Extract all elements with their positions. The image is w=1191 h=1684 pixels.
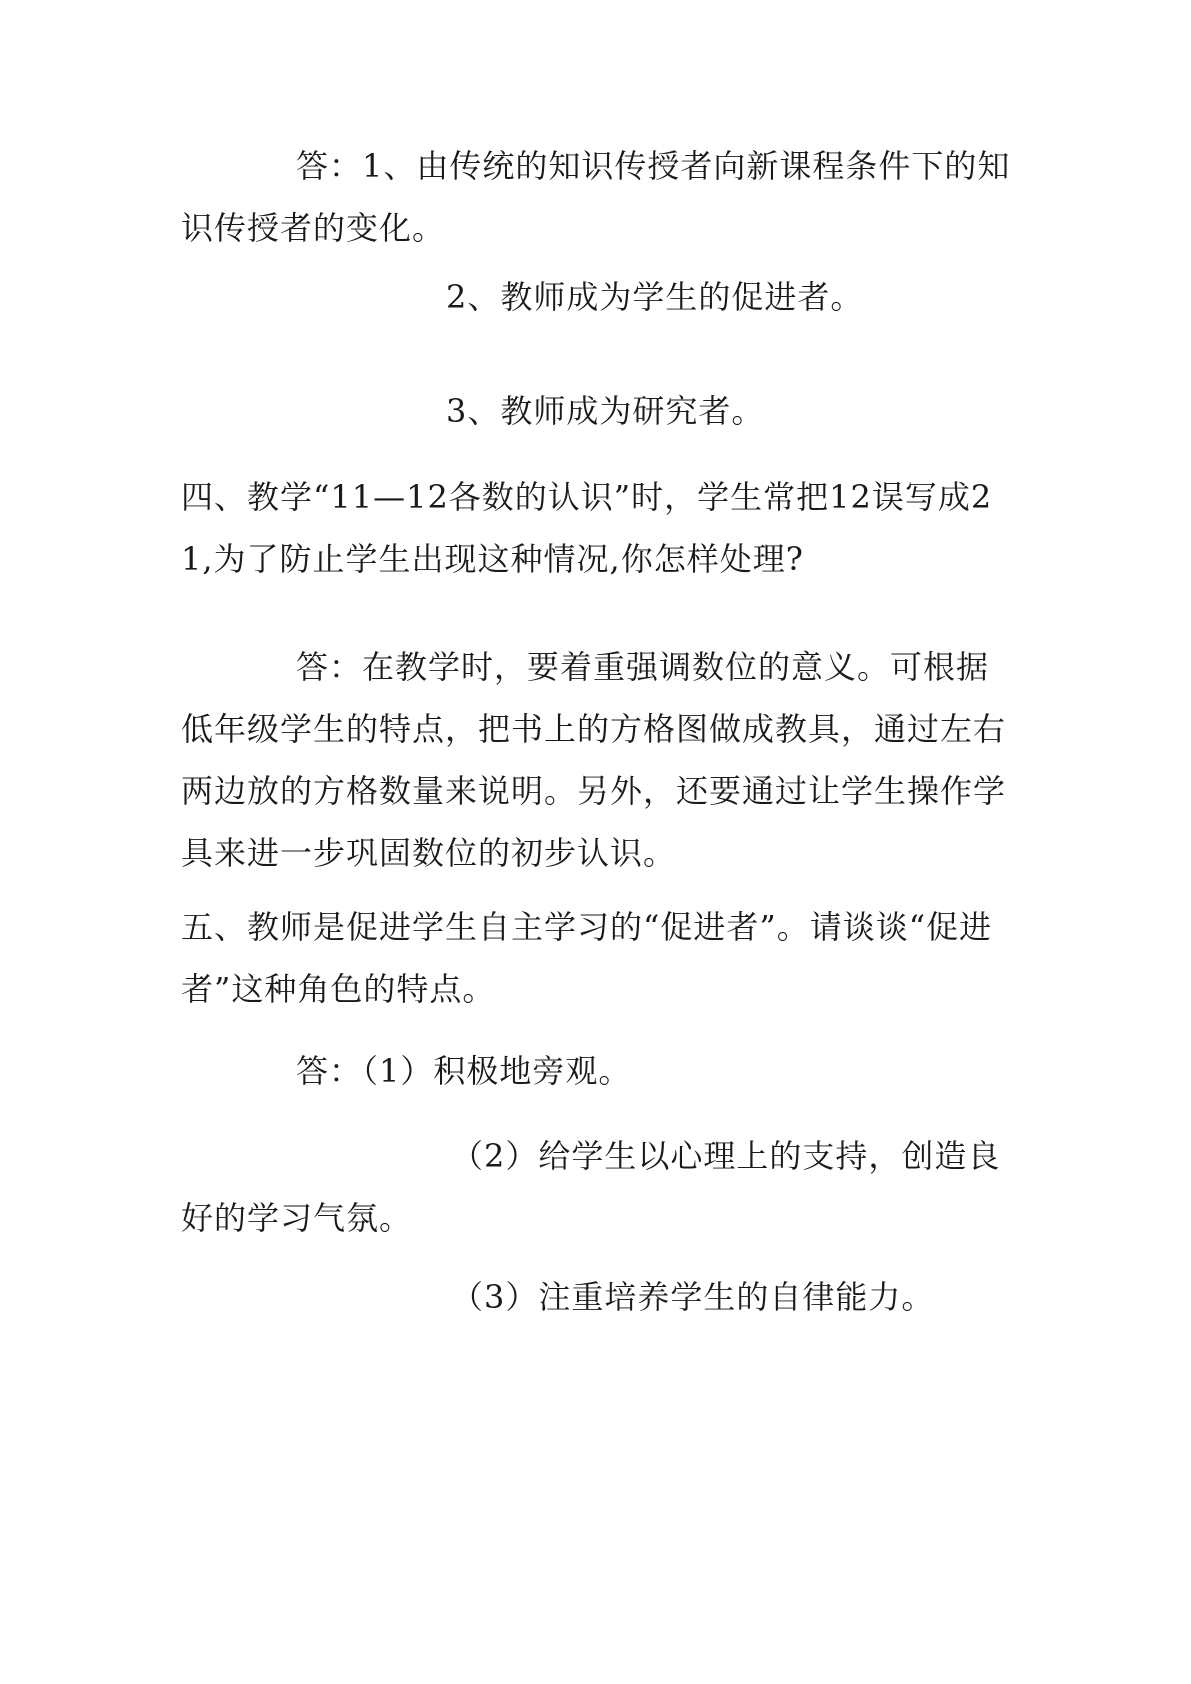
question-5: 五、教师是促进学生自主学习的“促进者”。请谈谈“促进者”这种角色的特点。 [181, 908, 993, 1008]
answer-5-item-3: （3）注重培养学生的自律能力。 [451, 1278, 935, 1316]
question-4: 四、教学“11—12各数的认识”时，学生常把12误写成21,为了防止学生出现这种情况,你怎样处理? [181, 478, 993, 578]
answer-3-intro: 答：1、由传统的知识传授者向新课程条件下的知识传授者的变化。 [181, 147, 1011, 247]
answer-4: 答：在教学时，要着重强调数位的意义。可根据低年级学生的特点，把书上的方格图做成教具，通过左右两边放的方格数量来说明。另外，还要通过让学生操作学具来进一步巩固数位的初步认识。 [181, 648, 1007, 872]
answer-5-item-2: （2）给学生以心理上的支持，创造良好的学习气氛。 [181, 1137, 1001, 1237]
answer-3-item-2: 2、教师成为学生的促进者。 [446, 278, 864, 316]
answer-5-item-1: 答：（1）积极地旁观。 [296, 1052, 632, 1090]
answer-3-item-3: 3、教师成为研究者。 [446, 392, 765, 430]
